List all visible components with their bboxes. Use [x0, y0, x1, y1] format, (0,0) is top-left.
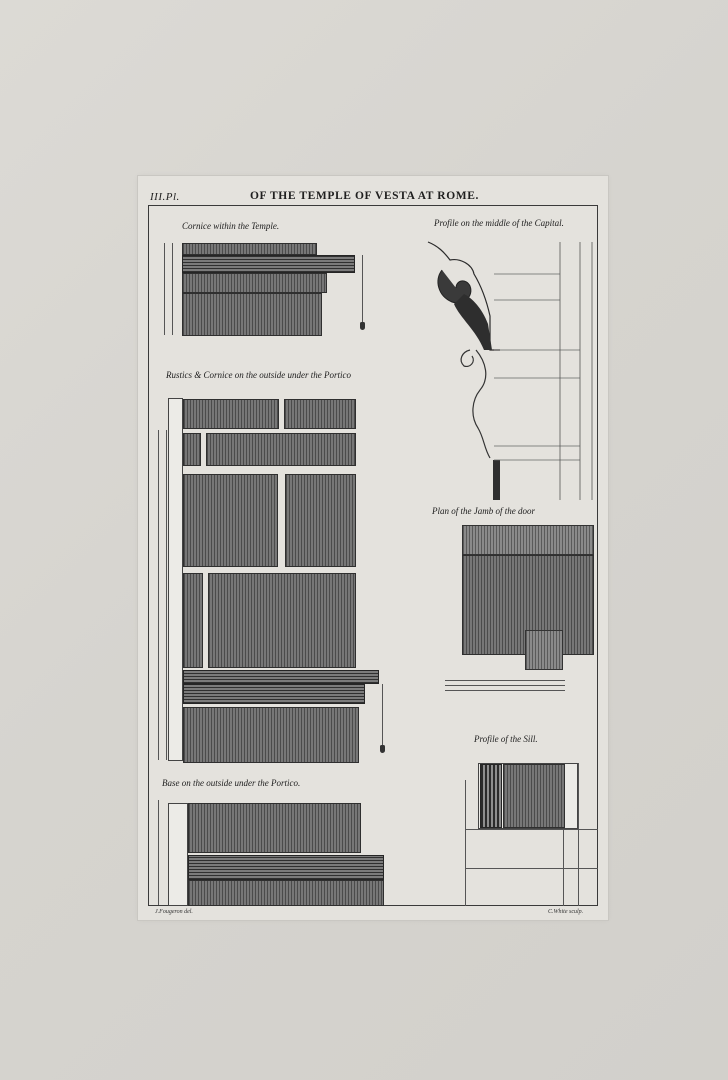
scale-line [465, 780, 466, 906]
jamb-base-line [445, 685, 565, 686]
credit-engraver: C.White sculp. [548, 909, 584, 915]
rustic-block [284, 399, 356, 429]
plumb-line [362, 255, 363, 325]
sill-moulding [480, 764, 502, 828]
rustic-block [183, 573, 203, 668]
scale-line [578, 763, 579, 906]
scale-line [158, 800, 159, 905]
jamb-top [462, 525, 594, 555]
caption-sill: Profile of the Sill. [474, 734, 538, 744]
rustic-block [183, 399, 279, 429]
rustic-block [206, 433, 356, 466]
credit-draughtsman: J.Fougeron del. [155, 909, 193, 915]
caption-jamb: Plan of the Jamb of the door [432, 506, 535, 516]
cornice-soffit [182, 273, 327, 293]
cornice-frieze [182, 293, 322, 336]
wall-edge [168, 398, 183, 761]
scale-line [164, 243, 165, 335]
plate-number: III.Pl. [150, 191, 180, 203]
plate-title: OF THE TEMPLE OF VESTA AT ROME. [250, 190, 479, 202]
scale-line [563, 829, 564, 906]
cornice-moulding [182, 255, 355, 273]
cornice-top-band [182, 243, 317, 255]
base-shaft [188, 803, 361, 853]
rustic-block [183, 433, 201, 466]
caption-cornice-within: Cornice within the Temple. [182, 221, 280, 231]
base-plinth [188, 880, 384, 906]
jamb-base-line [445, 690, 565, 691]
jamb-moulding [525, 630, 563, 670]
base-torus [188, 855, 384, 880]
plumb-bob [380, 745, 385, 753]
caption-base: Base on the outside under the Portico. [162, 778, 301, 788]
rustic-block [208, 573, 356, 668]
capital-profile-svg [420, 238, 600, 503]
portico-frieze [183, 707, 359, 763]
rustic-block [183, 474, 278, 567]
base-edge [168, 803, 188, 906]
scale-line [172, 243, 173, 335]
plumb-bob [360, 322, 365, 330]
caption-rustics: Rustics & Cornice on the outside under the Portico [166, 370, 351, 380]
plumb-line [382, 684, 383, 749]
jamb-base-line [445, 680, 565, 681]
sill-block [503, 764, 565, 828]
rustic-block [285, 474, 356, 567]
portico-cornice-corona [183, 684, 365, 704]
portico-cornice-moulding [183, 670, 379, 684]
scale-line [158, 430, 159, 760]
caption-capital: Profile on the middle of the Capital. [434, 218, 564, 228]
scale-line [166, 430, 167, 760]
